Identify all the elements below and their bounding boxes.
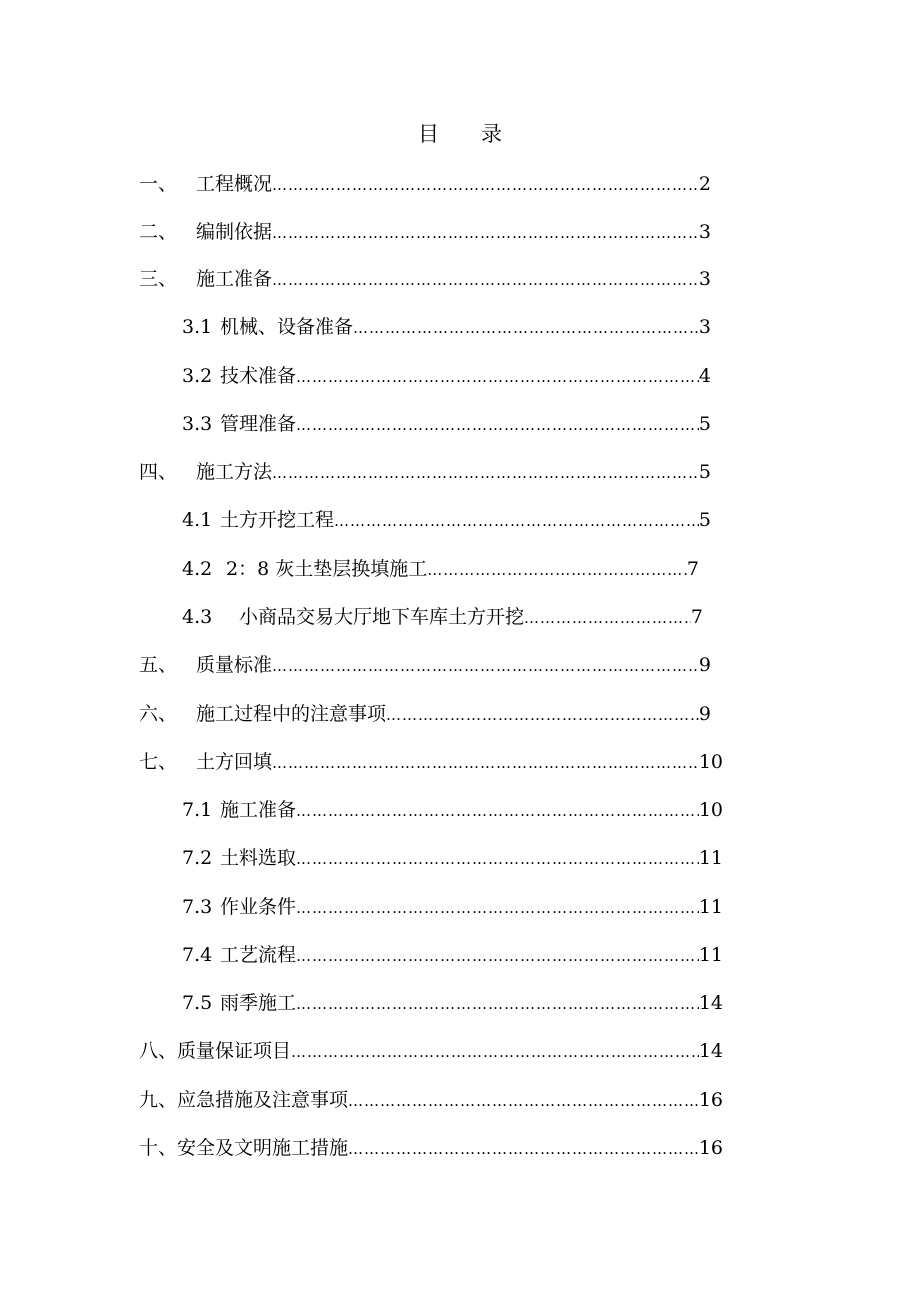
dot-leader [272, 169, 699, 200]
toc-entry[interactable] [182, 504, 711, 536]
toc-entry-text: 雨季施工 [220, 992, 297, 1014]
dot-leader [348, 1133, 699, 1164]
toc-entry-number: 3.1 [182, 316, 213, 338]
toc-entry-page: 11 [698, 847, 723, 869]
toc-entry[interactable] [139, 746, 723, 778]
toc-entry-page: 2 [698, 173, 711, 195]
dot-leader [296, 795, 699, 826]
dot-leader [272, 650, 699, 681]
toc-entry-text: 编制依据 [196, 221, 273, 243]
dot-leader [272, 264, 699, 295]
toc-entry[interactable] [139, 649, 711, 681]
toc-entry-text: 安全及文明施工措施 [177, 1137, 349, 1159]
toc-entry[interactable] [182, 842, 723, 874]
toc-entry-text: 管理准备 [220, 413, 297, 435]
dot-leader [296, 843, 699, 874]
toc-entry-text: 作业条件 [220, 896, 297, 918]
toc-entry-page: 5 [698, 413, 711, 435]
toc-entry[interactable] [139, 168, 711, 200]
toc-title [0, 118, 920, 148]
toc-entry-number: 3.3 [182, 413, 213, 435]
toc-entry-page: 16 [698, 1089, 723, 1111]
toc-entry[interactable] [182, 891, 723, 923]
toc-entry-text: 土方开挖工程 [220, 509, 335, 531]
dot-leader [296, 361, 699, 392]
toc-entry[interactable] [182, 794, 723, 826]
dot-leader [272, 457, 699, 488]
dot-leader [386, 699, 699, 730]
dot-leader [296, 988, 699, 1019]
toc-entry-text: 小商品交易大厅地下车库土方开挖 [239, 606, 525, 628]
toc-entry-text: 施工方法 [196, 461, 273, 483]
toc-entry-page: 14 [698, 1040, 723, 1062]
toc-entry-page: 5 [698, 461, 711, 483]
toc-entry-page: 9 [698, 654, 711, 676]
toc-entry-page: 10 [698, 751, 723, 773]
toc-entry-number: 4.2 [182, 558, 213, 580]
toc-entry[interactable] [182, 408, 711, 440]
toc-entry-text: 土料选取 [220, 847, 297, 869]
dot-leader [524, 602, 691, 633]
toc-entry-page: 3 [698, 268, 711, 290]
toc-entry[interactable] [139, 1035, 723, 1067]
toc-entry[interactable] [182, 601, 703, 633]
toc-entry-text: 施工准备 [220, 799, 297, 821]
toc-entry-page: 10 [698, 799, 723, 821]
toc-entry-page: 16 [698, 1137, 723, 1159]
toc-entry-number: 九、 [139, 1089, 178, 1111]
toc-entry[interactable] [182, 939, 723, 971]
toc-entry-number: 一、 [139, 173, 178, 195]
toc-entry-number: 4.3 [182, 606, 213, 628]
toc-entry-number: 七、 [139, 751, 178, 773]
toc-title-char-1: 目 [418, 122, 439, 146]
toc-entry[interactable] [139, 216, 711, 248]
toc-entry[interactable] [182, 987, 723, 1019]
toc-entry-page: 5 [698, 509, 711, 531]
toc-entry-page: 3 [698, 221, 711, 243]
toc-entry-number: 二、 [139, 221, 178, 243]
toc-entry-text: 施工过程中的注意事项 [196, 703, 387, 725]
toc-entry-number: 4.1 [182, 509, 213, 531]
toc-entry-page: 11 [698, 896, 723, 918]
toc-entry-number: 六、 [139, 703, 178, 725]
dot-leader [272, 747, 699, 778]
toc-entry[interactable] [139, 456, 711, 488]
toc-entry-number: 十、 [139, 1137, 178, 1159]
dot-leader [427, 554, 687, 585]
toc-entry[interactable] [182, 553, 699, 585]
dot-leader [296, 940, 699, 971]
toc-entry[interactable] [139, 1084, 723, 1116]
dot-leader [296, 409, 699, 440]
toc-entry-page: 7 [686, 558, 699, 580]
toc-entry[interactable] [139, 1132, 723, 1164]
toc-entry-text: 机械、设备准备 [220, 316, 354, 338]
dot-leader [291, 1036, 699, 1067]
toc-entry-page: 9 [698, 703, 711, 725]
toc-entry-text: 质量标准 [196, 654, 273, 676]
toc-entry-page: 4 [698, 365, 711, 387]
toc-entry-number: 7.1 [182, 799, 213, 821]
toc-entry[interactable] [182, 311, 711, 343]
toc-entry-number: 五、 [139, 654, 178, 676]
toc-entry-number: 7.4 [182, 944, 213, 966]
toc-entry-text: 质量保证项目 [177, 1040, 292, 1062]
toc-entry[interactable] [182, 360, 711, 392]
toc-entry-text: 土方回填 [196, 751, 273, 773]
toc-entry-page: 14 [698, 992, 723, 1014]
dot-leader [348, 1085, 699, 1116]
toc-title-char-2: 录 [481, 122, 502, 146]
toc-entry-number: 四、 [139, 461, 178, 483]
toc-entry-text: 工艺流程 [220, 944, 297, 966]
toc-entry-number: 7.3 [182, 896, 213, 918]
toc-entry-number: 7.2 [182, 847, 213, 869]
dot-leader [296, 892, 699, 923]
toc-entry-page: 7 [690, 606, 703, 628]
toc-entry-number: 三、 [139, 268, 178, 290]
toc-entry-page: 3 [698, 316, 711, 338]
toc-entry-number: 3.2 [182, 365, 213, 387]
toc-entry-text: 施工准备 [196, 268, 273, 290]
dot-leader [353, 312, 699, 343]
toc-entry-text: 技术准备 [220, 365, 297, 387]
toc-entry-text: 工程概况 [196, 173, 273, 195]
toc-entry[interactable] [139, 698, 711, 730]
toc-entry-page: 11 [698, 944, 723, 966]
toc-entry-text: 2：8 灰土垫层换填施工 [226, 558, 428, 580]
toc-entry[interactable] [139, 263, 711, 295]
dot-leader [272, 217, 699, 248]
toc-entry-text: 应急措施及注意事项 [177, 1089, 349, 1111]
dot-leader [334, 505, 699, 536]
toc-entry-number: 八、 [139, 1040, 178, 1062]
toc-entry-number: 7.5 [182, 992, 213, 1014]
